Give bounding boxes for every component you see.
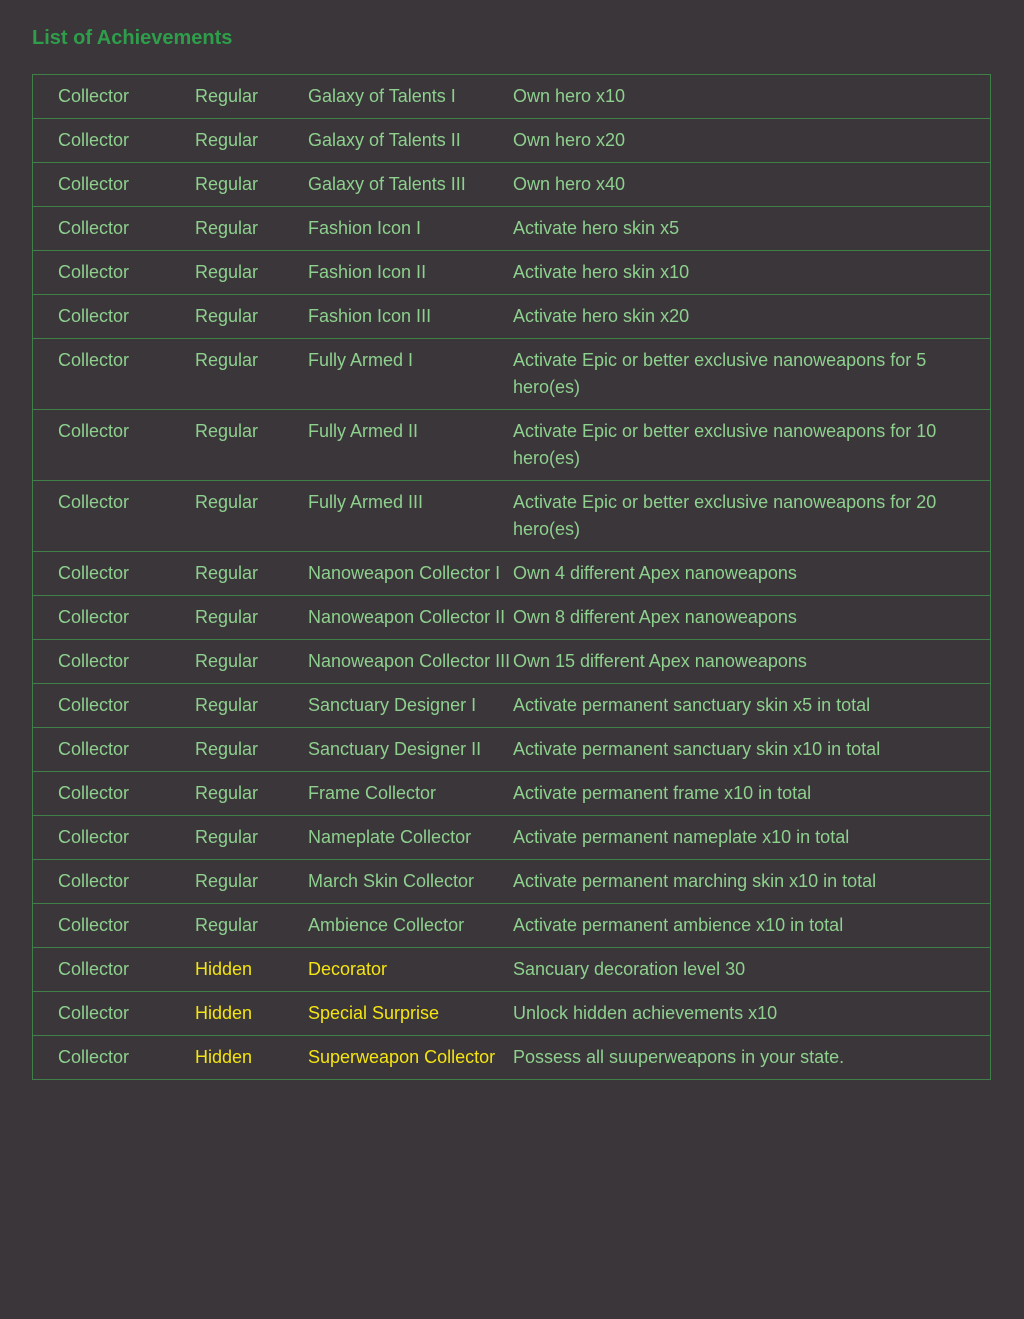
table-row: [33, 728, 991, 772]
table-row: [33, 1036, 991, 1080]
achievement-type-cell: Regular: [195, 251, 308, 295]
achievement-type-cell: Regular: [195, 119, 308, 163]
achievement-requirement-cell: Activate Epic or better exclusive nanoweapons for 20 hero(es): [513, 481, 991, 552]
achievement-category-cell: Collector: [33, 596, 196, 640]
achievement-type-cell: Regular: [195, 481, 308, 552]
achievement-name-cell: Sanctuary Designer I: [308, 684, 513, 728]
achievement-requirement-cell: Own 15 different Apex nanoweapons: [513, 640, 991, 684]
achievement-name-cell: Sanctuary Designer II: [308, 728, 513, 772]
table-row: [33, 481, 991, 552]
achievement-type-cell: Regular: [195, 816, 308, 860]
table-row: [33, 684, 991, 728]
page-title: List of Achievements: [32, 27, 233, 49]
achievement-name-cell: Nanoweapon Collector III: [308, 640, 513, 684]
achievement-requirement-cell: Sancuary decoration level 30: [513, 948, 991, 992]
achievement-category-cell: Collector: [33, 552, 196, 596]
achievement-type-cell: Regular: [195, 772, 308, 816]
achievement-type-cell: Regular: [195, 684, 308, 728]
achievement-name-cell: Galaxy of Talents III: [308, 163, 513, 207]
table-row: [33, 640, 991, 684]
achievement-requirement-cell: Unlock hidden achievements x10: [513, 992, 991, 1036]
achievement-type-cell: Regular: [195, 295, 308, 339]
achievement-name-cell: March Skin Collector: [308, 860, 513, 904]
achievement-type-cell: Regular: [195, 163, 308, 207]
table-row: [33, 904, 991, 948]
achievement-name-cell: Ambience Collector: [308, 904, 513, 948]
achievement-name-cell: Fully Armed I: [308, 339, 513, 410]
table-row: [33, 596, 991, 640]
achievement-category-cell: Collector: [33, 816, 196, 860]
achievement-category-cell: Collector: [33, 948, 196, 992]
table-row: [33, 75, 991, 119]
table-row: [33, 163, 991, 207]
achievement-name-cell: Fashion Icon II: [308, 251, 513, 295]
achievement-requirement-cell: Own hero x40: [513, 163, 991, 207]
table-row: [33, 552, 991, 596]
achievement-category-cell: Collector: [33, 728, 196, 772]
achievement-category-cell: Collector: [33, 481, 196, 552]
achievement-category-cell: Collector: [33, 410, 196, 481]
achievement-name-cell: Decorator: [308, 948, 513, 992]
achievement-category-cell: Collector: [33, 904, 196, 948]
table-row: [33, 207, 991, 251]
table-row: [33, 295, 991, 339]
table-row: [33, 410, 991, 481]
achievement-type-cell: Regular: [195, 552, 308, 596]
achievement-category-cell: Collector: [33, 75, 196, 119]
achievement-name-cell: Frame Collector: [308, 772, 513, 816]
table-row: [33, 772, 991, 816]
achievement-name-cell: Galaxy of Talents I: [308, 75, 513, 119]
achievement-requirement-cell: Own 8 different Apex nanoweapons: [513, 596, 991, 640]
achievement-requirement-cell: Activate permanent marching skin x10 in total: [513, 860, 991, 904]
achievement-name-cell: Fashion Icon I: [308, 207, 513, 251]
achievement-requirement-cell: Activate permanent sanctuary skin x10 in total: [513, 728, 991, 772]
table-row: [33, 992, 991, 1036]
table-row: [33, 339, 991, 410]
achievement-category-cell: Collector: [33, 772, 196, 816]
achievement-category-cell: Collector: [33, 684, 196, 728]
achievement-type-cell: Hidden: [195, 1036, 308, 1080]
achievement-type-cell: Regular: [195, 728, 308, 772]
achievement-name-cell: Fashion Icon III: [308, 295, 513, 339]
table-row: [33, 816, 991, 860]
table-row: [33, 860, 991, 904]
achievement-requirement-cell: Activate permanent ambience x10 in total: [513, 904, 991, 948]
achievement-name-cell: Nameplate Collector: [308, 816, 513, 860]
achievement-requirement-cell: Activate hero skin x20: [513, 295, 991, 339]
achievement-requirement-cell: Activate permanent sanctuary skin x5 in total: [513, 684, 991, 728]
achievement-name-cell: Fully Armed II: [308, 410, 513, 481]
table-row: [33, 948, 991, 992]
achievement-name-cell: Galaxy of Talents II: [308, 119, 513, 163]
achievement-type-cell: Regular: [195, 207, 308, 251]
achievement-category-cell: Collector: [33, 163, 196, 207]
achievement-name-cell: Nanoweapon Collector I: [308, 552, 513, 596]
achievement-type-cell: Regular: [195, 596, 308, 640]
achievement-requirement-cell: Own hero x20: [513, 119, 991, 163]
achievements-table-body: [33, 75, 991, 1080]
achievement-requirement-cell: Own 4 different Apex nanoweapons: [513, 552, 991, 596]
achievement-category-cell: Collector: [33, 640, 196, 684]
achievement-name-cell: Superweapon Collector: [308, 1036, 513, 1080]
achievement-requirement-cell: Activate permanent frame x10 in total: [513, 772, 991, 816]
achievement-requirement-cell: Activate permanent nameplate x10 in total: [513, 816, 991, 860]
achievement-category-cell: Collector: [33, 295, 196, 339]
achievement-name-cell: Special Surprise: [308, 992, 513, 1036]
achievement-type-cell: Regular: [195, 640, 308, 684]
achievement-requirement-cell: Activate hero skin x5: [513, 207, 991, 251]
achievement-category-cell: Collector: [33, 339, 196, 410]
achievement-type-cell: Hidden: [195, 992, 308, 1036]
achievement-category-cell: Collector: [33, 860, 196, 904]
achievement-requirement-cell: Possess all suuperweapons in your state.: [513, 1036, 991, 1080]
achievement-category-cell: Collector: [33, 992, 196, 1036]
achievement-type-cell: Regular: [195, 75, 308, 119]
achievement-type-cell: Regular: [195, 410, 308, 481]
achievement-type-cell: Regular: [195, 904, 308, 948]
achievement-category-cell: Collector: [33, 207, 196, 251]
achievement-category-cell: Collector: [33, 251, 196, 295]
achievement-type-cell: Regular: [195, 860, 308, 904]
achievements-table: [32, 74, 991, 1080]
table-row: [33, 119, 991, 163]
achievement-requirement-cell: Activate hero skin x10: [513, 251, 991, 295]
achievement-type-cell: Regular: [195, 339, 308, 410]
achievement-requirement-cell: Activate Epic or better exclusive nanoweapons for 5 hero(es): [513, 339, 991, 410]
table-row: [33, 251, 991, 295]
achievement-name-cell: Nanoweapon Collector II: [308, 596, 513, 640]
achievement-category-cell: Collector: [33, 119, 196, 163]
achievement-type-cell: Hidden: [195, 948, 308, 992]
achievement-requirement-cell: Activate Epic or better exclusive nanoweapons for 10 hero(es): [513, 410, 991, 481]
achievement-category-cell: Collector: [33, 1036, 196, 1080]
achievement-name-cell: Fully Armed III: [308, 481, 513, 552]
achievement-requirement-cell: Own hero x10: [513, 75, 991, 119]
